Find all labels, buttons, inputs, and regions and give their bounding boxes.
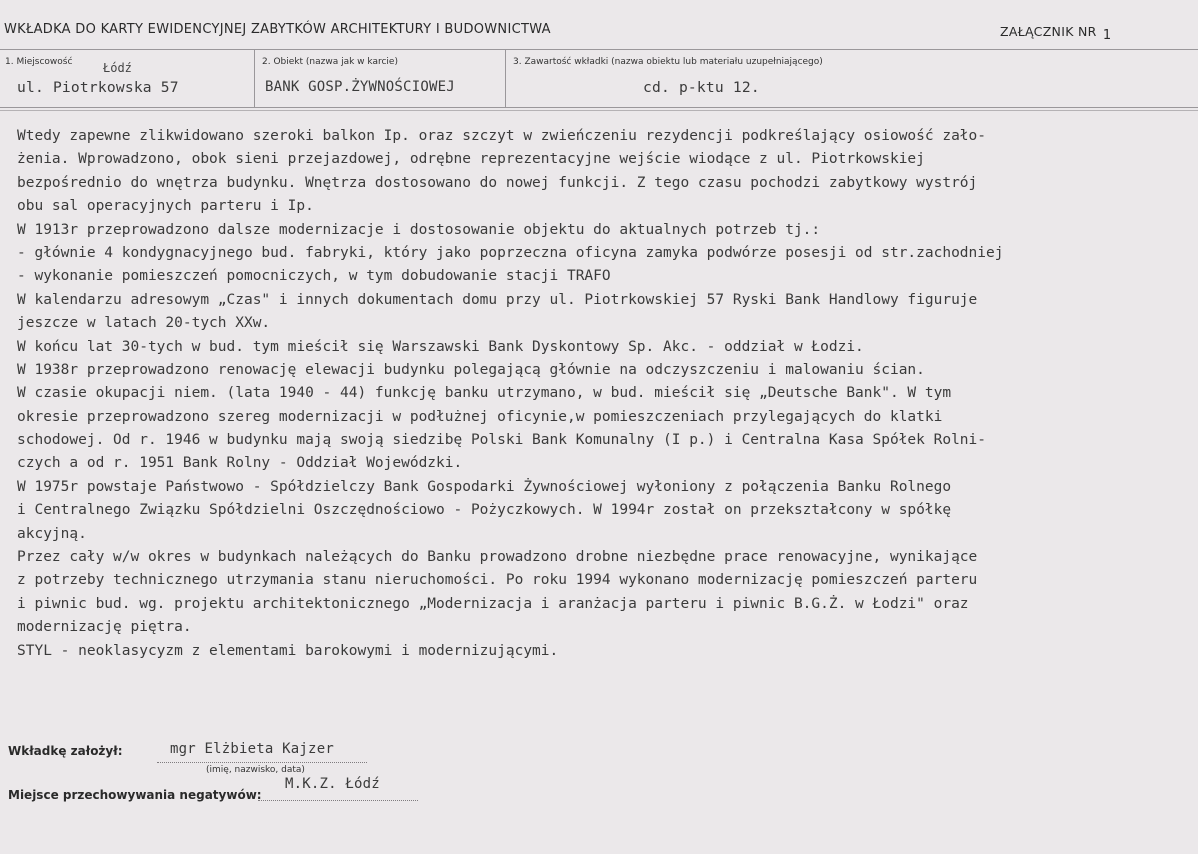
body-line: obu sal operacyjnych parteru i Ip. <box>17 198 314 215</box>
body-line: W końcu lat 30-tych w bud. tym mieścił się Warszawski Bank Dyskontowy Sp. Akc. - oddział w Łodzi. <box>17 338 864 355</box>
body-line: Przez cały w/w okres w budynkach należących do Banku prowadzono drobne niezbędne prace renowacyjne, wynikające <box>17 549 978 566</box>
body-line: W kalendarzu adresowym „Czas" i innych dokumentach domu przy ul. Piotrkowskiej 57 Ryski Bank Handlowy figuruje <box>17 291 978 308</box>
object-value: BANK GOSP.ŻYWNOŚCIOWEJ <box>265 79 455 95</box>
body-line: Wtedy zapewne zlikwidowano szeroki balkon Ip. oraz szczyt w zwieńczeniu rezydencji podkreślający osiowość zało- <box>17 128 987 144</box>
body-line: schodowej. Od r. 1946 w budynku mają swoją siedzibę Polski Bank Komunalny (I p.) i Centralna Kasa Spółek Rolni- <box>17 432 987 449</box>
field-divider-1 <box>254 49 255 107</box>
body-line: bezpośrednio do wnętrza budynku. Wnętrza dostosowano do nowej funkcji. Z tego czasu pochodzi zabytkowy wystrój <box>17 174 978 191</box>
body-line: - głównie 4 kondygnacyjnego bud. fabryki, który jako poprzeczna oficyna zamyka podwórze posesji od str.zachodniej <box>17 244 1004 261</box>
annex-label <box>1000 24 1112 43</box>
body-line: STYL - neoklasycyzm z elementami barokowymi i modernizującymi. <box>17 642 559 659</box>
body-line: żenia. Wprowadzono, obok sieni przejazdowej, odrębne reprezentacyjne wejście wiodące z ul. Piotrkowskiej <box>17 151 925 168</box>
body-line: W czasie okupacji niem. (lata 1940 - 44) funkcję banku utrzymano, w bud. mieścił się „Deutsche Bank". W tym <box>17 385 952 402</box>
contents-label: 3. Zawartość wkładki (nazwa obiektu lub materiału uzupełniającego) <box>513 57 823 67</box>
body-line: - wykonanie pomieszczeń pomocniczych, w tym dobudowanie stacji TRAFO <box>17 268 611 285</box>
annex-label-text: ZAŁĄCZNIK NR <box>1000 24 1097 39</box>
contents-value: cd. p-ktu 12. <box>643 79 760 96</box>
author-label: Wkładkę założył: <box>8 744 123 758</box>
annex-number: 1 <box>1102 28 1112 43</box>
negatives-label: Miejsce przechowywania negatywów: <box>8 788 262 802</box>
body-line: i Centralnego Związku Spółdzielni Oszczędnościowo - Pożyczkowych. W 1994r został on przekształcony w spółkę <box>17 502 952 519</box>
body-line: jeszcze w latach 20-tych XXw. <box>17 315 271 332</box>
locality-address: ul. Piotrkowska 57 <box>17 79 179 96</box>
negatives-dotted-line <box>258 800 418 801</box>
author-value: mgr Elżbieta Kajzer <box>170 741 334 757</box>
body-line: W 1913r przeprowadzono dalsze modernizacje i dostosowanie objektu do aktualnych potrzeb tj.: <box>17 221 821 238</box>
negatives-value: M.K.Z. Łódź <box>285 776 380 792</box>
body-line: akcyjną. <box>17 525 87 542</box>
body-line: czych a od r. 1951 Bank Rolny - Oddział Wojewódzki. <box>17 455 463 472</box>
body-line: z potrzeby technicznego utrzymania stanu nieruchomości. Po roku 1994 wykonano modernizację pomieszczeń parteru <box>17 572 978 589</box>
body-line: W 1938r przeprowadzono renowację elewacji budynku polegającą głównie na odczyszczeniu i malowaniu ścian. <box>17 361 925 378</box>
locality-city: Łódź <box>103 61 132 75</box>
form-title: WKŁADKA DO KARTY EWIDENCYJNEJ ZABYTKÓW ARCHITEKTURY I BUDOWNICTWA <box>4 22 551 37</box>
field-divider-2 <box>505 49 506 107</box>
body-line: modernizację piętra. <box>17 619 192 636</box>
author-hint: (imię, nazwisko, data) <box>206 765 305 775</box>
body-line: i piwnic bud. wg. projektu architektonicznego „Modernizacja i aranżacja parteru i piwnic B.G.Ż. w Łodzi" oraz <box>17 595 969 612</box>
continuation-text <box>17 125 1177 663</box>
body-line: okresie przeprowadzono szereg modernizacji w podłużnej oficynie,w pomieszczeniach przylegających do klatki <box>17 408 943 425</box>
header-rule-top <box>0 49 1198 50</box>
locality-label: 1. Miejscowość <box>5 57 73 67</box>
object-label: 2. Obiekt (nazwa jak w karcie) <box>262 57 398 67</box>
author-dotted-line <box>157 762 367 763</box>
header-rule-bottom-inner <box>0 110 1198 111</box>
body-line: W 1975r powstaje Państwowo - Spółdzielczy Bank Gospodarki Żywnościowej wyłoniony z połączenia Banku Rolnego <box>17 478 952 495</box>
header-rule-bottom <box>0 107 1198 108</box>
